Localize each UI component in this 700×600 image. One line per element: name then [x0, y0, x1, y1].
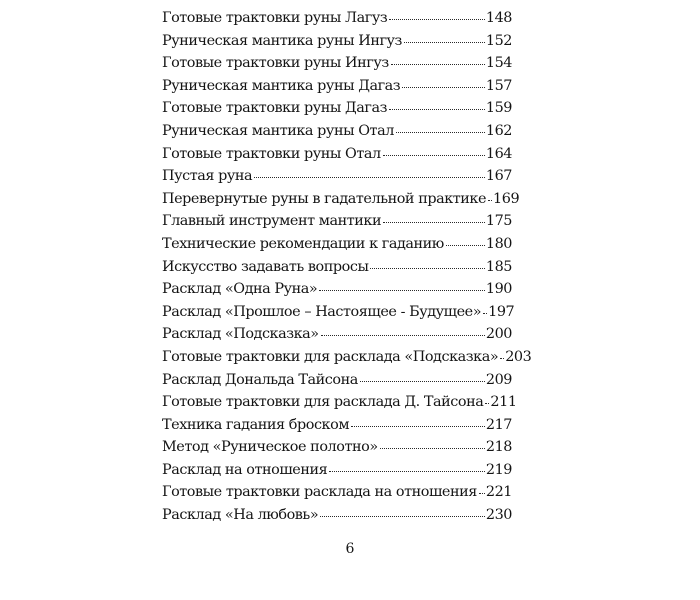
dot-leader	[360, 380, 485, 382]
toc-entry-page: 209	[485, 371, 512, 388]
toc-entry	[162, 436, 512, 459]
toc-entry-title: Техника гадания броском	[162, 416, 350, 433]
toc-entry-title: Расклад «Прошлое – Настоящее - Будущее»	[162, 303, 482, 320]
dot-leader	[351, 425, 485, 427]
dot-leader	[320, 515, 485, 517]
toc-entry-title: Готовые трактовки расклада на отношения	[162, 484, 477, 501]
toc-entry-title: Руническая мантика руны Ингуз	[162, 32, 402, 49]
toc-entry	[162, 459, 512, 482]
toc-entry-title: Готовые трактовки руны Ингуз	[162, 55, 389, 72]
toc-entry	[162, 188, 520, 211]
dot-leader	[446, 244, 485, 246]
toc-entry	[162, 233, 512, 256]
dot-leader	[389, 18, 485, 20]
dot-leader	[479, 492, 485, 494]
toc-entry-title: Технические рекомендации к гаданию	[162, 235, 444, 252]
toc-entry	[162, 256, 512, 279]
toc-entry-page: 152	[485, 32, 512, 49]
toc-entry-title: Руническая мантика руны Дагаз	[162, 77, 401, 94]
toc-entry	[162, 414, 512, 437]
dot-leader	[321, 334, 485, 336]
toc-entry-title: Расклад на отношения	[162, 461, 328, 478]
toc-entry-title: Руническая мантика руны Отал	[162, 122, 394, 139]
toc-entry-title: Расклад Дональда Тайсона	[162, 371, 358, 388]
toc-entry	[162, 369, 512, 392]
dot-leader	[254, 176, 485, 178]
toc-entry-title: Расклад «Подсказка»	[162, 326, 319, 343]
toc-entry-page: 221	[485, 484, 512, 501]
toc-entry-title: Пустая руна	[162, 168, 253, 185]
toc-entry	[162, 75, 512, 98]
toc-entry-title: Искусство задавать вопросы	[162, 258, 369, 275]
dot-leader	[485, 402, 489, 404]
dot-leader	[402, 86, 485, 88]
toc-entry-title: Готовые трактовки для расклада Д. Тайсона	[162, 394, 484, 411]
toc-entry-title: Расклад «На любовь»	[162, 507, 319, 524]
toc-entry-page: 218	[485, 439, 512, 456]
toc-entry	[162, 301, 515, 324]
toc-entry-page: 230	[485, 507, 512, 524]
dot-leader	[383, 154, 485, 156]
toc-entry-page: 154	[485, 55, 512, 72]
dot-leader	[389, 108, 485, 110]
toc-entry-page: 157	[485, 77, 512, 94]
toc-entry-page: 162	[485, 122, 512, 139]
toc-entry	[162, 504, 512, 527]
toc-entry-page: 203	[505, 348, 532, 365]
toc-entry-page: 219	[485, 461, 512, 478]
dot-leader	[383, 221, 485, 223]
dot-leader	[488, 199, 492, 201]
toc-entry-page: 148	[485, 10, 512, 26]
dot-leader	[380, 447, 485, 449]
dot-leader	[396, 131, 485, 133]
toc-entry-title: Главный инструмент мантики	[162, 213, 382, 230]
toc-entry	[162, 97, 512, 120]
toc-entry-page: 180	[485, 235, 512, 252]
toc-entry-page: 217	[485, 416, 512, 433]
toc-entry-page: 200	[485, 326, 512, 343]
toc-entry-page: 167	[485, 168, 512, 185]
toc-entry-title: Готовые трактовки для расклада «Подсказка»	[162, 348, 499, 365]
dot-leader	[329, 470, 485, 472]
toc-entry	[162, 323, 512, 346]
toc-entry	[162, 52, 512, 75]
toc-entry	[162, 391, 517, 414]
toc-entry	[162, 165, 512, 188]
toc-entry-page: 190	[485, 281, 512, 298]
toc-entry-title: Готовые трактовки руны Отал	[162, 145, 381, 162]
toc-entry	[162, 30, 512, 53]
dot-leader	[391, 63, 485, 65]
toc-entry-title: Готовые трактовки руны Лагуз	[162, 10, 388, 26]
toc-entry	[162, 346, 532, 369]
toc-entry-page: 169	[493, 190, 520, 207]
toc-entry	[162, 120, 512, 143]
toc-entry-page: 164	[485, 145, 512, 162]
toc-entry	[162, 210, 512, 233]
dot-leader	[370, 267, 484, 269]
toc-entry	[162, 278, 512, 301]
toc-entry-page: 175	[485, 213, 512, 230]
table-of-contents	[162, 7, 532, 527]
toc-entry-page: 159	[485, 100, 512, 117]
page-number: 6	[345, 541, 355, 557]
toc-entry-title: Расклад «Одна Руна»	[162, 281, 318, 298]
toc-entry	[162, 143, 512, 166]
dot-leader	[404, 41, 485, 43]
dot-leader	[319, 289, 485, 291]
toc-entry-page: 185	[485, 258, 512, 275]
dot-leader	[483, 312, 487, 314]
toc-entry-page: 197	[488, 303, 515, 320]
toc-entry-page: 211	[490, 394, 517, 411]
toc-entry-title: Готовые трактовки руны Дагаз	[162, 100, 388, 117]
toc-entry	[162, 7, 512, 30]
dot-leader	[500, 357, 504, 359]
toc-entry-title: Метод «Руническое полотно»	[162, 439, 378, 456]
toc-entry	[162, 481, 512, 504]
toc-entry-title: Перевернутые руны в гадательной практике	[162, 190, 487, 207]
